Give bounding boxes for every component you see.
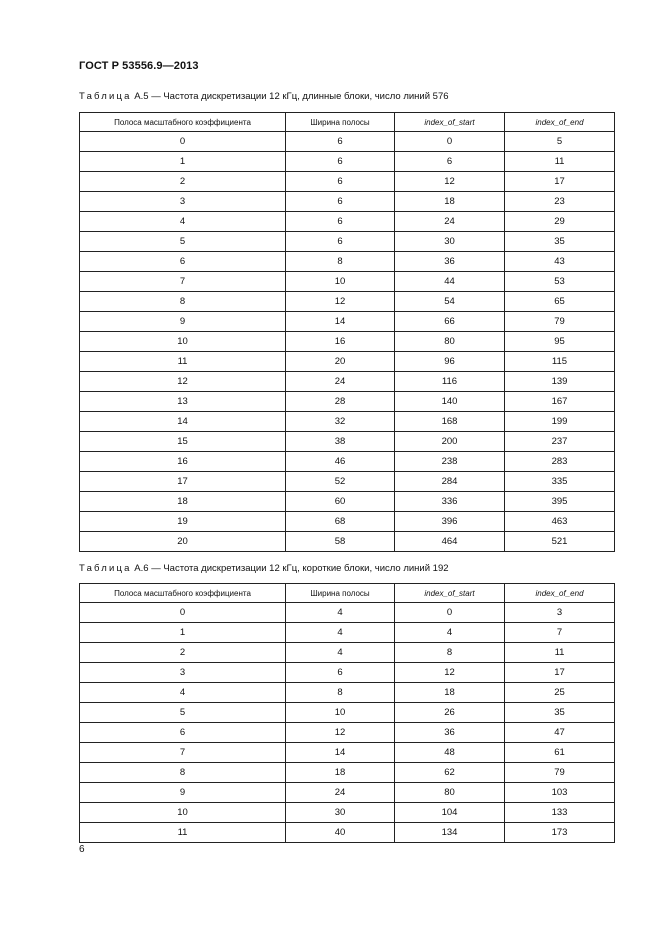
table-row — [80, 252, 615, 272]
band-width-cell: 14 — [286, 743, 395, 763]
band-width-cell: 46 — [286, 452, 395, 472]
index-of-end-cell: 395 — [505, 492, 615, 512]
scalefactor-band-cell: 12 — [80, 372, 286, 392]
index-of-end-cell: 11 — [505, 643, 615, 663]
band-width-cell: 30 — [286, 803, 395, 823]
table-row — [80, 472, 615, 492]
index-of-end-cell: 173 — [505, 823, 615, 843]
band-width-cell: 24 — [286, 783, 395, 803]
index-of-start-cell: 96 — [395, 352, 505, 372]
index-of-end-cell: 25 — [505, 683, 615, 703]
index-of-end-cell: 3 — [505, 603, 615, 623]
scalefactor-band-cell: 10 — [80, 803, 286, 823]
scalefactor-band-cell: 19 — [80, 512, 286, 532]
index-of-start-cell: 12 — [395, 663, 505, 683]
index-of-start-cell: 104 — [395, 803, 505, 823]
table-row — [80, 332, 615, 352]
band-width-cell: 6 — [286, 192, 395, 212]
index-of-end-cell: 139 — [505, 372, 615, 392]
scalefactor-band-cell: 18 — [80, 492, 286, 512]
index-of-start-cell: 18 — [395, 683, 505, 703]
column-header-index-of-end: index_of_end — [505, 113, 615, 132]
index-of-end-cell: 11 — [505, 152, 615, 172]
table-row — [80, 372, 615, 392]
index-of-start-cell: 18 — [395, 192, 505, 212]
scalefactor-band-cell: 6 — [80, 252, 286, 272]
page-number: 6 — [79, 844, 85, 855]
index-of-start-cell: 26 — [395, 703, 505, 723]
scalefactor-band-cell: 0 — [80, 603, 286, 623]
column-header-band-width: Ширина полосы — [286, 584, 395, 603]
scalefactor-band-cell: 14 — [80, 412, 286, 432]
index-of-end-cell: 103 — [505, 783, 615, 803]
table-a5 — [79, 112, 615, 552]
index-of-end-cell: 95 — [505, 332, 615, 352]
scalefactor-band-cell: 16 — [80, 452, 286, 472]
table-a6-caption — [79, 563, 449, 574]
table-row — [80, 192, 615, 212]
table-row — [80, 623, 615, 643]
index-of-end-cell: 335 — [505, 472, 615, 492]
index-of-start-cell: 48 — [395, 743, 505, 763]
scalefactor-band-cell: 17 — [80, 472, 286, 492]
scalefactor-band-cell: 4 — [80, 683, 286, 703]
index-of-start-cell: 24 — [395, 212, 505, 232]
band-width-cell: 14 — [286, 312, 395, 332]
table-row — [80, 352, 615, 372]
scalefactor-band-cell: 10 — [80, 332, 286, 352]
scalefactor-band-cell: 15 — [80, 432, 286, 452]
scalefactor-band-cell: 5 — [80, 703, 286, 723]
index-of-end-cell: 283 — [505, 452, 615, 472]
band-width-cell: 20 — [286, 352, 395, 372]
index-of-start-cell: 44 — [395, 272, 505, 292]
band-width-cell: 6 — [286, 132, 395, 152]
index-of-start-cell: 62 — [395, 763, 505, 783]
scalefactor-band-cell: 8 — [80, 763, 286, 783]
table-a6-caption-prefix: Таблица — [79, 563, 132, 574]
table-row — [80, 392, 615, 412]
band-width-cell: 40 — [286, 823, 395, 843]
index-of-start-cell: 6 — [395, 152, 505, 172]
index-of-start-cell: 80 — [395, 783, 505, 803]
scalefactor-band-cell: 6 — [80, 723, 286, 743]
index-of-end-cell: 463 — [505, 512, 615, 532]
index-of-start-cell: 168 — [395, 412, 505, 432]
table-a5-caption-text: А.5 — Частота дискретизации 12 кГц, длинные блоки, число линий 576 — [131, 91, 449, 102]
band-width-cell: 4 — [286, 643, 395, 663]
index-of-start-cell: 238 — [395, 452, 505, 472]
index-of-start-cell: 200 — [395, 432, 505, 452]
table-row — [80, 643, 615, 663]
scalefactor-band-cell: 4 — [80, 212, 286, 232]
band-width-cell: 12 — [286, 292, 395, 312]
table-row — [80, 723, 615, 743]
band-width-cell: 4 — [286, 603, 395, 623]
scalefactor-band-cell: 3 — [80, 192, 286, 212]
table-a5-caption — [79, 91, 449, 102]
scalefactor-band-cell: 7 — [80, 743, 286, 763]
scalefactor-band-cell: 20 — [80, 532, 286, 552]
index-of-end-cell: 199 — [505, 412, 615, 432]
table-row — [80, 703, 615, 723]
band-width-cell: 6 — [286, 232, 395, 252]
band-width-cell: 10 — [286, 703, 395, 723]
table-row — [80, 272, 615, 292]
band-width-cell: 10 — [286, 272, 395, 292]
scalefactor-band-cell: 13 — [80, 392, 286, 412]
band-width-cell: 12 — [286, 723, 395, 743]
index-of-end-cell: 79 — [505, 312, 615, 332]
band-width-cell: 6 — [286, 663, 395, 683]
index-of-end-cell: 23 — [505, 192, 615, 212]
scalefactor-band-cell: 0 — [80, 132, 286, 152]
index-of-end-cell: 65 — [505, 292, 615, 312]
scalefactor-band-cell: 1 — [80, 623, 286, 643]
table-row — [80, 172, 615, 192]
scalefactor-band-cell: 11 — [80, 352, 286, 372]
table-row — [80, 532, 615, 552]
table-row — [80, 663, 615, 683]
table-row — [80, 232, 615, 252]
index-of-start-cell: 336 — [395, 492, 505, 512]
band-width-cell: 60 — [286, 492, 395, 512]
table-a5-caption-prefix: Таблица — [79, 91, 132, 102]
index-of-end-cell: 115 — [505, 352, 615, 372]
scalefactor-band-cell: 2 — [80, 643, 286, 663]
table-row — [80, 512, 615, 532]
table-header-row — [80, 113, 615, 132]
index-of-start-cell: 140 — [395, 392, 505, 412]
index-of-start-cell: 0 — [395, 603, 505, 623]
index-of-start-cell: 12 — [395, 172, 505, 192]
table-row — [80, 312, 615, 332]
index-of-end-cell: 17 — [505, 172, 615, 192]
column-header-index-of-start: index_of_start — [395, 113, 505, 132]
index-of-start-cell: 464 — [395, 532, 505, 552]
band-width-cell: 28 — [286, 392, 395, 412]
index-of-start-cell: 8 — [395, 643, 505, 663]
table-header-row — [80, 584, 615, 603]
column-header-index-of-start: index_of_start — [395, 584, 505, 603]
table-row — [80, 763, 615, 783]
index-of-end-cell: 61 — [505, 743, 615, 763]
table-a6 — [79, 583, 615, 843]
index-of-end-cell: 521 — [505, 532, 615, 552]
scalefactor-band-cell: 2 — [80, 172, 286, 192]
scalefactor-band-cell: 8 — [80, 292, 286, 312]
table-row — [80, 132, 615, 152]
index-of-end-cell: 43 — [505, 252, 615, 272]
table-row — [80, 743, 615, 763]
index-of-end-cell: 133 — [505, 803, 615, 823]
column-header-scalefactor-band: Полоса масштабного коэффициента — [80, 113, 286, 132]
index-of-end-cell: 53 — [505, 272, 615, 292]
index-of-start-cell: 4 — [395, 623, 505, 643]
index-of-end-cell: 5 — [505, 132, 615, 152]
table-a5-body — [80, 132, 615, 552]
table-row — [80, 783, 615, 803]
table-row — [80, 212, 615, 232]
table-a6-body — [80, 603, 615, 843]
band-width-cell: 58 — [286, 532, 395, 552]
document-header: ГОСТ Р 53556.9—2013 — [79, 60, 199, 72]
scalefactor-band-cell: 7 — [80, 272, 286, 292]
index-of-end-cell: 167 — [505, 392, 615, 412]
scalefactor-band-cell: 11 — [80, 823, 286, 843]
index-of-start-cell: 396 — [395, 512, 505, 532]
column-header-band-width: Ширина полосы — [286, 113, 395, 132]
index-of-start-cell: 54 — [395, 292, 505, 312]
band-width-cell: 8 — [286, 252, 395, 272]
band-width-cell: 38 — [286, 432, 395, 452]
index-of-end-cell: 47 — [505, 723, 615, 743]
index-of-start-cell: 134 — [395, 823, 505, 843]
band-width-cell: 16 — [286, 332, 395, 352]
index-of-end-cell: 237 — [505, 432, 615, 452]
table-row — [80, 292, 615, 312]
table-row — [80, 452, 615, 472]
band-width-cell: 6 — [286, 212, 395, 232]
index-of-start-cell: 80 — [395, 332, 505, 352]
column-header-index-of-end: index_of_end — [505, 584, 615, 603]
band-width-cell: 24 — [286, 372, 395, 392]
index-of-end-cell: 35 — [505, 232, 615, 252]
index-of-end-cell: 79 — [505, 763, 615, 783]
scalefactor-band-cell: 1 — [80, 152, 286, 172]
index-of-end-cell: 29 — [505, 212, 615, 232]
index-of-start-cell: 30 — [395, 232, 505, 252]
table-a6-caption-text: А.6 — Частота дискретизации 12 кГц, короткие блоки, число линий 192 — [131, 563, 449, 574]
table-row — [80, 432, 615, 452]
band-width-cell: 6 — [286, 152, 395, 172]
scalefactor-band-cell: 5 — [80, 232, 286, 252]
index-of-start-cell: 0 — [395, 132, 505, 152]
table-row — [80, 603, 615, 623]
table-row — [80, 823, 615, 843]
index-of-start-cell: 284 — [395, 472, 505, 492]
index-of-start-cell: 66 — [395, 312, 505, 332]
scalefactor-band-cell: 9 — [80, 312, 286, 332]
scalefactor-band-cell: 9 — [80, 783, 286, 803]
index-of-start-cell: 36 — [395, 252, 505, 272]
band-width-cell: 68 — [286, 512, 395, 532]
band-width-cell: 8 — [286, 683, 395, 703]
table-row — [80, 683, 615, 703]
scalefactor-band-cell: 3 — [80, 663, 286, 683]
index-of-start-cell: 36 — [395, 723, 505, 743]
index-of-end-cell: 7 — [505, 623, 615, 643]
band-width-cell: 32 — [286, 412, 395, 432]
table-row — [80, 492, 615, 512]
band-width-cell: 18 — [286, 763, 395, 783]
table-row — [80, 803, 615, 823]
band-width-cell: 52 — [286, 472, 395, 492]
index-of-end-cell: 35 — [505, 703, 615, 723]
band-width-cell: 6 — [286, 172, 395, 192]
index-of-start-cell: 116 — [395, 372, 505, 392]
table-row — [80, 152, 615, 172]
column-header-scalefactor-band: Полоса масштабного коэффициента — [80, 584, 286, 603]
index-of-end-cell: 17 — [505, 663, 615, 683]
table-row — [80, 412, 615, 432]
band-width-cell: 4 — [286, 623, 395, 643]
